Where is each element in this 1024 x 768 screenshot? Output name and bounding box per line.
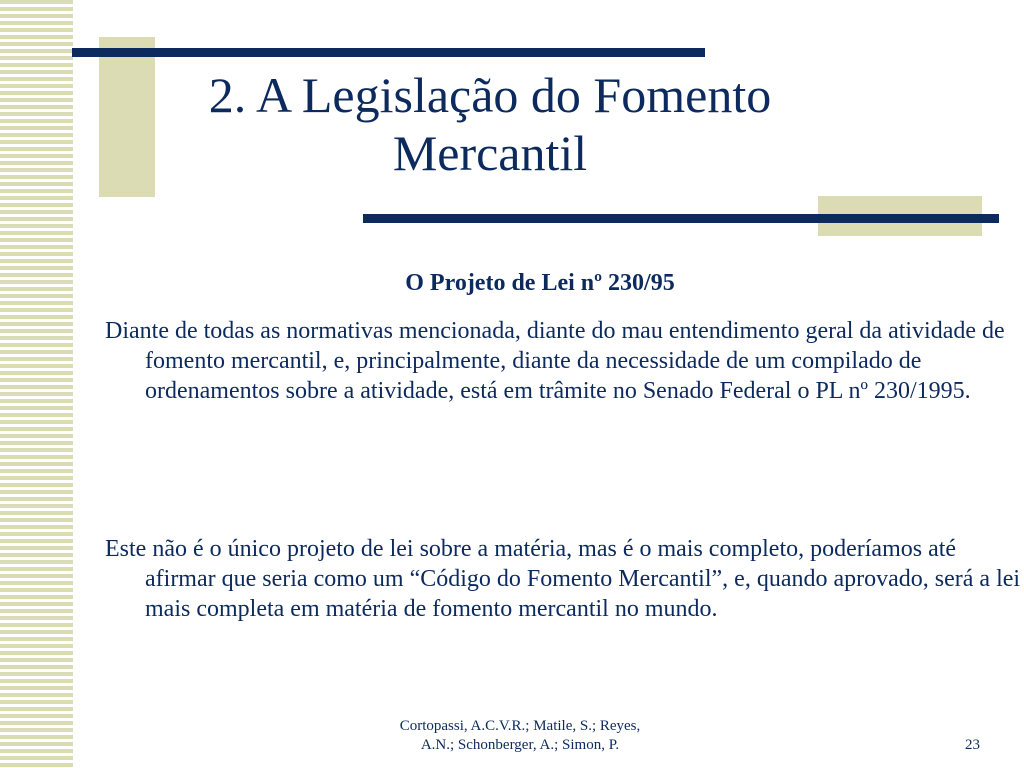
title-accent-bar-bottom [363, 214, 999, 223]
footer-authors-line2: A.N.; Schonberger, A.; Simon, P. [420, 737, 620, 753]
footer-authors-line1: Cortopassi, A.C.V.R.; Matile, S.; Reyes, [399, 718, 641, 734]
footer-authors [330, 717, 710, 755]
title-accent-bar-top [72, 48, 705, 57]
slide-title-line2: Mercantil [392, 125, 588, 181]
left-stripe-decoration [0, 0, 73, 768]
body-paragraph-1: Diante de todas as normativas mencionada, diante do mau entendimento geral da atividade de fomento mercantil, e, principalmente, diante da necessidade de um compilado de ordenamentos sobre a atividade, está em trâmite no Senado Federal o PL nº 230/1995. [105, 318, 1005, 404]
page-number: 23 [965, 737, 980, 753]
body-paragraph-2: Este não é o único projeto de lei sobre a matéria, mas é o mais completo, poderíamos até afirmar que seria como um “Código do Fomento Mercantil”, e, quando aprovado, será a lei mais completa em matéria de fomento mercantil no mundo. [105, 536, 1021, 622]
slide-title [160, 66, 820, 182]
title-accent-block-left [99, 37, 155, 197]
slide-subtitle: O Projeto de Lei nº 230/95 [405, 270, 675, 296]
slide-title-line1: 2. A Legislação do Fomento [208, 67, 772, 123]
